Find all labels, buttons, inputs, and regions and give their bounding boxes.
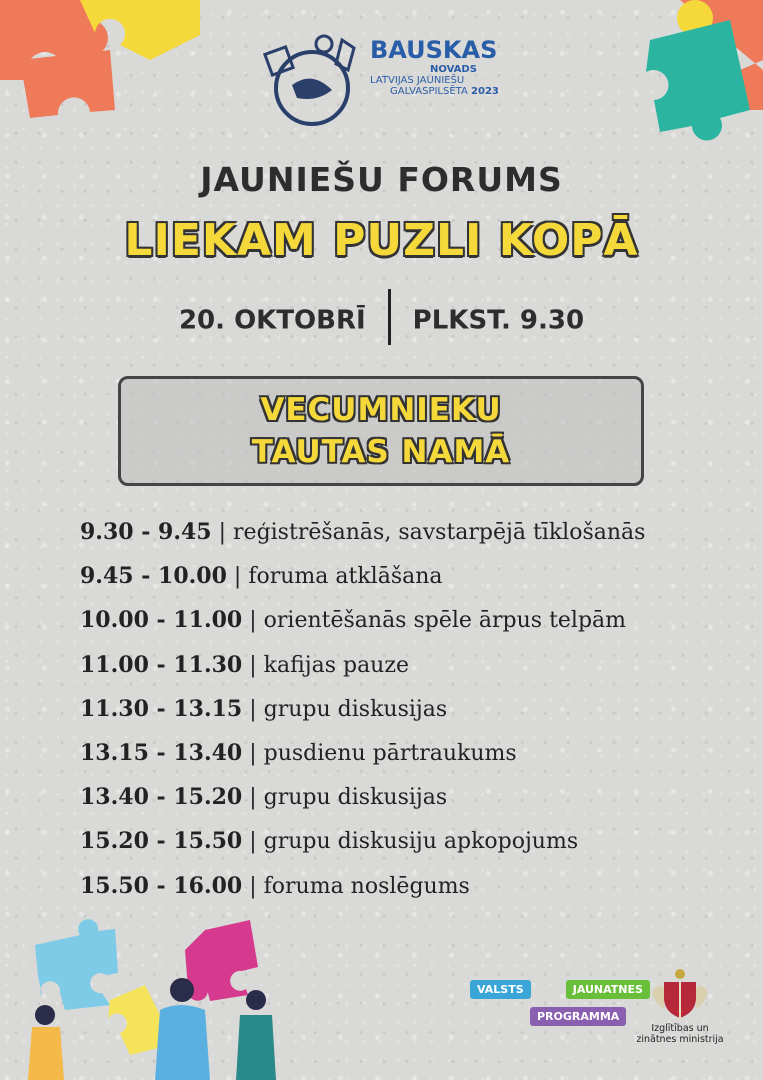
event-time: PLKST. 9.30: [412, 305, 585, 336]
date-time-bar: [0, 293, 763, 349]
schedule-activity: pusdienu pārtraukums: [263, 740, 517, 766]
schedule-activity: grupu diskusiju apkopojums: [263, 829, 579, 855]
schedule-time: 15.50 - 16.00: [80, 872, 243, 899]
brand-region: NOVADS: [430, 64, 477, 75]
schedule-row: 11.00 - 11.30 | kafijas pauze: [80, 651, 409, 678]
schedule-row: 13.40 - 15.20 | grupu diskusijas: [80, 784, 448, 811]
puzzle-top-right-icon: [620, 0, 763, 170]
vjp-logo: [470, 978, 650, 1026]
brand-year: 2023: [471, 86, 499, 97]
schedule-row: 9.30 - 9.45 | reģistrēšanās, savstarpējā tīklošanās: [80, 519, 646, 545]
schedule-time: 15.20 - 15.50: [80, 828, 243, 855]
schedule-list: [80, 512, 700, 910]
schedule-activity: reģistrēšanās, savstarpējā tīklošanās: [233, 520, 646, 545]
brand-city: BAUSKAS: [370, 36, 498, 64]
schedule-activity: kafijas pauze: [263, 652, 409, 678]
schedule-time: 13.15 - 13.40: [80, 739, 243, 766]
schedule-row: 11.30 - 13.15 | grupu diskusijas: [80, 695, 448, 722]
people-puzzle-illustration-icon: [20, 915, 290, 1080]
venue-line2: TAUTAS NAMĀ: [251, 434, 511, 470]
vjp-word1: VALSTS: [470, 980, 531, 999]
schedule-row: 13.15 - 13.40 | pusdienu pārtraukums: [80, 739, 517, 766]
latvia-coat-of-arms-icon: [650, 968, 710, 1020]
schedule-time: 13.40 - 15.20: [80, 784, 243, 811]
schedule-activity: foruma atklāšana: [248, 564, 443, 590]
event-date: 20. OKTOBRĪ: [178, 305, 366, 336]
schedule-time: 11.30 - 13.15: [80, 695, 243, 722]
puzzle-top-left-icon: [0, 0, 200, 150]
venue-line1: VECUMNIEKU: [260, 392, 502, 428]
schedule-row: 10.00 - 11.00 | orientēšanās spēle ārpus telpām: [80, 607, 627, 634]
schedule-row: 15.50 - 16.00 | foruma noslēgums: [80, 872, 470, 899]
schedule-time: 11.00 - 11.30: [80, 651, 243, 678]
ministry-logo: [636, 968, 724, 1045]
venue-box: [118, 376, 644, 486]
event-subtitle: LIEKAM PUZLI KOPĀ: [124, 215, 639, 266]
youth-globe-logo-icon: [262, 30, 362, 130]
event-title: JAUNIEŠU FORUMS: [200, 160, 563, 199]
schedule-row: 15.20 - 15.50 | grupu diskusiju apkopojums: [80, 828, 579, 855]
schedule-time: 9.45 - 10.00: [80, 563, 227, 590]
schedule-activity: grupu diskusijas: [263, 785, 448, 811]
schedule-activity: foruma noslēgums: [263, 873, 470, 899]
bauskas-novads-logo: [370, 36, 499, 97]
schedule-activity: grupu diskusijas: [263, 696, 448, 722]
schedule-row: 9.45 - 10.00 | foruma atklāšana: [80, 563, 443, 590]
date-separator: [388, 289, 391, 345]
brand-line2: GALVASPILSĒTA: [390, 86, 468, 97]
ministry-name: Izglītības un zinātnes ministrija: [636, 1023, 724, 1045]
schedule-activity: orientēšanās spēle ārpus telpām: [263, 608, 627, 634]
vjp-word3: PROGRAMMA: [530, 1007, 626, 1026]
vjp-word2: JAUNATNES: [566, 980, 650, 999]
brand-line1: LATVIJAS JAUNIEŠU: [370, 75, 465, 86]
schedule-time: 9.30 - 9.45: [80, 519, 212, 545]
schedule-time: 10.00 - 11.00: [80, 607, 243, 634]
